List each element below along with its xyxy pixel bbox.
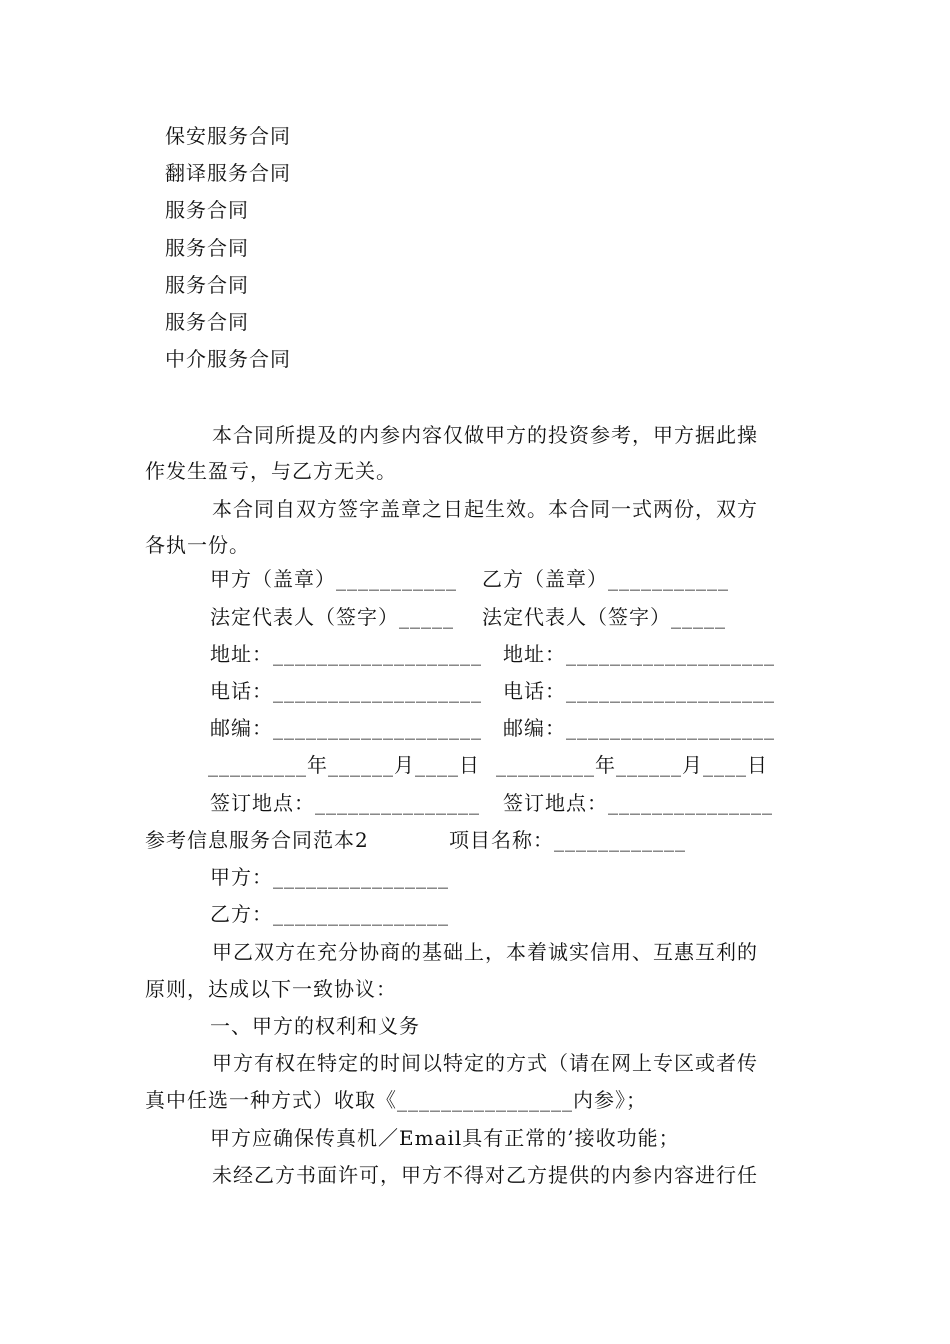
signature-party-b-zip: 邮编：___________________	[503, 716, 775, 740]
related-link-1[interactable]: 保安服务合同	[165, 124, 291, 148]
related-link-2[interactable]: 翻译服务合同	[165, 161, 291, 185]
paragraph-effective-line2: 各执一份。	[145, 533, 250, 557]
related-link-5[interactable]: 服务合同	[165, 273, 249, 297]
related-link-6[interactable]: 服务合同	[165, 310, 249, 334]
paragraph-investment-ref-line1: 本合同所提及的内参内容仅做甲方的投资参考，甲方据此操	[212, 423, 758, 447]
related-link-3[interactable]: 服务合同	[165, 198, 249, 222]
signature-party-a-zip: 邮编：___________________	[210, 716, 482, 740]
signature-party-b-address: 地址：___________________	[503, 642, 775, 666]
related-link-4[interactable]: 服务合同	[165, 236, 249, 260]
project-name-field: 项目名称：____________	[449, 828, 686, 852]
signature-party-a-phone: 电话：___________________	[210, 679, 482, 703]
signature-party-b-phone: 电话：___________________	[503, 679, 775, 703]
signature-party-a-rep: 法定代表人（签字）_____	[210, 605, 454, 629]
party-a-field: 甲方：________________	[210, 865, 449, 889]
section-heading-party-a-rights: 一、甲方的权利和义务	[210, 1014, 420, 1038]
paragraph-permission: 未经乙方书面许可，甲方不得对乙方提供的内参内容进行任	[212, 1163, 758, 1187]
signature-party-b-date: _________年______月____日	[496, 753, 768, 777]
paragraph-agreement-line1: 甲乙双方在充分协商的基础上，本着诚实信用、互惠互利的	[212, 940, 758, 964]
signature-party-a-address: 地址：___________________	[210, 642, 482, 666]
party-b-field: 乙方：________________	[210, 902, 449, 926]
signature-party-a-seal: 甲方（盖章）___________	[210, 567, 457, 591]
paragraph-receive-line1: 甲方有权在特定的时间以特定的方式（请在网上专区或者传	[212, 1051, 758, 1075]
paragraph-receive-line2: 真中任选一种方式）收取《________________内参》；	[145, 1088, 647, 1112]
paragraph-effective-line1: 本合同自双方签字盖章之日起生效。本合同一式两份，双方	[212, 497, 758, 521]
signature-party-b-rep: 法定代表人（签字）_____	[482, 605, 726, 629]
paragraph-investment-ref-line2: 作发生盈亏，与乙方无关。	[145, 459, 397, 483]
contract-title-2: 参考信息服务合同范本2	[145, 828, 369, 852]
signature-party-b-place: 签订地点：_______________	[503, 791, 773, 815]
signature-party-b-seal: 乙方（盖章）___________	[482, 567, 729, 591]
signature-party-a-place: 签订地点：_______________	[210, 791, 480, 815]
paragraph-agreement-line2: 原则，达成以下一致协议：	[145, 977, 397, 1001]
related-link-7[interactable]: 中介服务合同	[165, 347, 291, 371]
signature-party-a-date: _________年______月____日	[208, 753, 480, 777]
paragraph-fax-email: 甲方应确保传真机／Email具有正常的’接收功能；	[210, 1126, 680, 1150]
